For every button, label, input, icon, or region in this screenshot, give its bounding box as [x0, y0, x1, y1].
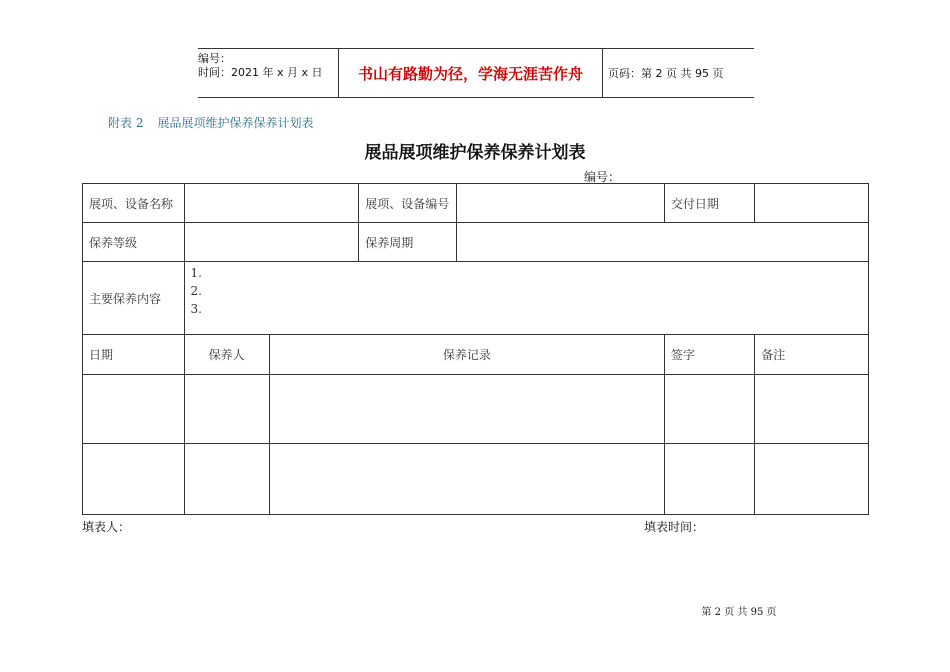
content-item: 1. [190, 266, 202, 280]
cycle-field[interactable] [456, 223, 868, 262]
col-sign-header: 签字 [664, 335, 754, 375]
item-code-label: 展项、设备编号 [359, 184, 457, 223]
attachment-name: 展品展项维护保养保养计划表 [157, 116, 314, 130]
page-header [198, 48, 754, 98]
attachment-label: 附表 2 [108, 116, 144, 130]
table-row [83, 262, 869, 335]
item-name-label: 展项、设备名称 [83, 184, 185, 223]
person-cell[interactable] [184, 444, 269, 515]
content-item: 3. [190, 302, 202, 316]
table-row [83, 184, 869, 223]
form-title-text: 展品展项维护保养保养计划表 [364, 143, 586, 163]
form-code-label: 编号： [584, 170, 621, 184]
sign-cell[interactable] [664, 375, 754, 444]
date-cell[interactable] [83, 444, 185, 515]
maintenance-plan-table [82, 183, 869, 515]
cycle-label: 保养周期 [359, 223, 457, 262]
item-name-field[interactable] [184, 184, 359, 223]
table-row [83, 444, 869, 515]
filled-by-label: 填表人： [82, 520, 131, 534]
date-cell[interactable] [83, 375, 185, 444]
content-label: 主要保养内容 [83, 262, 185, 335]
note-cell[interactable] [755, 444, 869, 515]
col-person-header: 保养人 [184, 335, 269, 375]
delivery-date-label: 交付日期 [664, 184, 754, 223]
footer-page-text: 第 2 页 共 95 页 [701, 607, 777, 618]
table-row [83, 375, 869, 444]
delivery-date-field[interactable] [755, 184, 869, 223]
sign-cell[interactable] [664, 444, 754, 515]
table-row [83, 223, 869, 262]
record-cell[interactable] [269, 444, 664, 515]
fill-time-label: 填表时间： [644, 520, 705, 534]
header-motto: 书山有路勤为径，学海无涯苦作舟 [338, 49, 603, 97]
table-row [83, 335, 869, 375]
header-page-code: 页码：第 2 页 共 95 页 [608, 67, 724, 80]
content-field[interactable] [184, 262, 868, 335]
attachment-caption [108, 114, 327, 131]
header-time-label: 时间：2021 年 x 月 x 日 [198, 66, 323, 79]
header-number-label: 编号： [198, 52, 231, 65]
content-item: 2. [190, 284, 202, 298]
header-meta [198, 49, 338, 100]
note-cell[interactable] [755, 375, 869, 444]
col-record-header: 保养记录 [269, 335, 664, 375]
col-date-header: 日期 [83, 335, 185, 375]
person-cell[interactable] [184, 375, 269, 444]
item-code-field[interactable] [456, 184, 664, 223]
grade-field[interactable] [184, 223, 359, 262]
record-cell[interactable] [269, 375, 664, 444]
page-footer [0, 603, 950, 618]
grade-label: 保养等级 [83, 223, 185, 262]
col-note-header: 备注 [755, 335, 869, 375]
form-title [0, 138, 950, 163]
